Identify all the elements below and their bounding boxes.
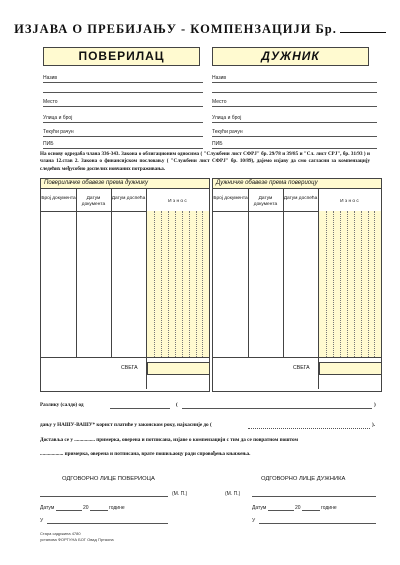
debtor-table-title: Дужничке обавезе према повериоцу xyxy=(213,179,381,189)
debtor-place-sign-label: У xyxy=(252,518,256,524)
debtor-amount-area[interactable] xyxy=(319,211,381,357)
creditor-place-sign-field[interactable] xyxy=(47,523,168,524)
debtor-name-field[interactable] xyxy=(212,82,377,83)
number-blank[interactable] xyxy=(340,31,386,33)
creditor-total-label: СВЕГА xyxy=(121,365,138,371)
debtor-pib-field[interactable] xyxy=(212,148,377,149)
creditor-street-field[interactable] xyxy=(43,122,203,123)
debtor-total-field[interactable] xyxy=(319,362,382,375)
footnote-1: Стара садржина 4780 xyxy=(40,531,81,536)
debtor-date-label: Датум xyxy=(252,505,267,511)
col-amount: И з н о с xyxy=(340,199,359,204)
difference-words-field[interactable] xyxy=(182,408,372,409)
creditor-stamp-label: (М. П.) xyxy=(172,491,188,497)
debtor-name-label: Назив xyxy=(212,75,227,81)
creditor-signature-line[interactable] xyxy=(40,496,168,497)
debtor-account-label: Текући рачун xyxy=(212,129,243,135)
debtor-place-label: Место xyxy=(212,99,227,105)
creditor-name-field[interactable] xyxy=(43,82,203,83)
creditor-street-label: Улица и број xyxy=(43,115,73,121)
footnote-2: установа ФОРТУНА БОГ Овад Пртаона xyxy=(40,537,114,542)
return-text: .................. примерка, оверена и потписана, врате пошиљаоцу ради спровођења књижења. xyxy=(40,451,251,457)
debtor-name-field-2[interactable] xyxy=(212,92,377,93)
col-doc-number: Број документа xyxy=(213,196,248,201)
creditor-place-sign-label: У xyxy=(40,518,44,524)
debtor-place-sign-field[interactable] xyxy=(259,523,376,524)
debtor-header: ДУЖНИК xyxy=(212,47,369,66)
col-doc-date: Датум документа xyxy=(253,196,278,207)
creditor-name-field-2[interactable] xyxy=(43,92,203,93)
debtor-place-field[interactable] xyxy=(212,106,377,107)
creditor-signature-title: ОДГОВОРНО ЛИЦЕ ПОВЕРИОЦА xyxy=(62,476,155,482)
col-due-date: Датум доспећа xyxy=(111,196,146,201)
debtor-stamp-label: (М. П.) xyxy=(225,491,241,497)
payment-date-field[interactable] xyxy=(248,428,370,429)
creditor-obligations-table xyxy=(40,178,210,392)
creditor-date-label: Датум xyxy=(40,505,55,511)
debtor-total-label: СВЕГА xyxy=(293,365,310,371)
creditor-account-field[interactable] xyxy=(43,136,203,137)
difference-label: Разлику (салдо) од xyxy=(40,402,84,408)
debtor-year-field[interactable] xyxy=(302,510,320,511)
col-amount: И з н о с xyxy=(168,199,187,204)
debtor-street-label: Улица и број xyxy=(212,115,242,121)
debtor-signature-line[interactable] xyxy=(252,496,376,497)
creditor-amount-area[interactable] xyxy=(147,211,209,357)
document-title xyxy=(0,22,400,37)
creditor-table-title: Поверилачке обавезе према дужнику xyxy=(41,179,209,189)
creditor-pib-label: ПИБ xyxy=(43,141,54,147)
creditor-header: ПОВЕРИЛАЦ xyxy=(43,47,200,66)
title-text: ИЗЈАВА О ПРЕБИЈАЊУ - КОМПЕНЗАЦИЈИ Бр. xyxy=(14,22,337,36)
debtor-street-field[interactable] xyxy=(212,122,377,123)
payment-text: дању у НАШУ-ВАШУ* корист платиће у законском року, најкасније до ( xyxy=(40,422,212,428)
difference-amount-field[interactable] xyxy=(110,408,170,409)
debtor-pib-label: ПИБ xyxy=(212,141,223,147)
creditor-place-field[interactable] xyxy=(43,106,203,107)
col-due-date: Датум доспећа xyxy=(283,196,318,201)
debtor-account-field[interactable] xyxy=(212,136,377,137)
creditor-name-label: Назив xyxy=(43,75,58,81)
creditor-place-label: Место xyxy=(43,99,58,105)
creditor-date-field[interactable] xyxy=(56,510,82,511)
creditor-account-label: Текући рачун xyxy=(43,129,74,135)
col-doc-date: Датум документа xyxy=(81,196,106,207)
creditor-pib-field[interactable] xyxy=(43,148,203,149)
debtor-date-field[interactable] xyxy=(268,510,294,511)
debtor-obligations-table xyxy=(212,178,382,392)
creditor-total-field[interactable] xyxy=(147,362,210,375)
debtor-signature-title: ОДГОВОРНО ЛИЦЕ ДУЖНИКА xyxy=(261,476,346,482)
col-doc-number: Број документа xyxy=(41,196,76,201)
delivery-text: Доставља се у ................ примерка, оверена и потписана, изјаве о компензацији с тим да се повратном поштом xyxy=(40,437,299,443)
legal-paragraph: На основу одредаба члана 336-343. Закона о облигационим односима ( "Службени лист СФРЈ" бр. 29/78 и 39/85 и "Сл. лист СРЈ", бр. 31/93 ) и члана 12.став 2. Закона о финансијском пословању ( "Службени лист СФРЈ" бр. 10/89), дајемо изјаву да смо сагласни за компензацију следећих међусобно доспелих новчаних потраживања. xyxy=(40,151,370,172)
creditor-year-field[interactable] xyxy=(90,510,108,511)
